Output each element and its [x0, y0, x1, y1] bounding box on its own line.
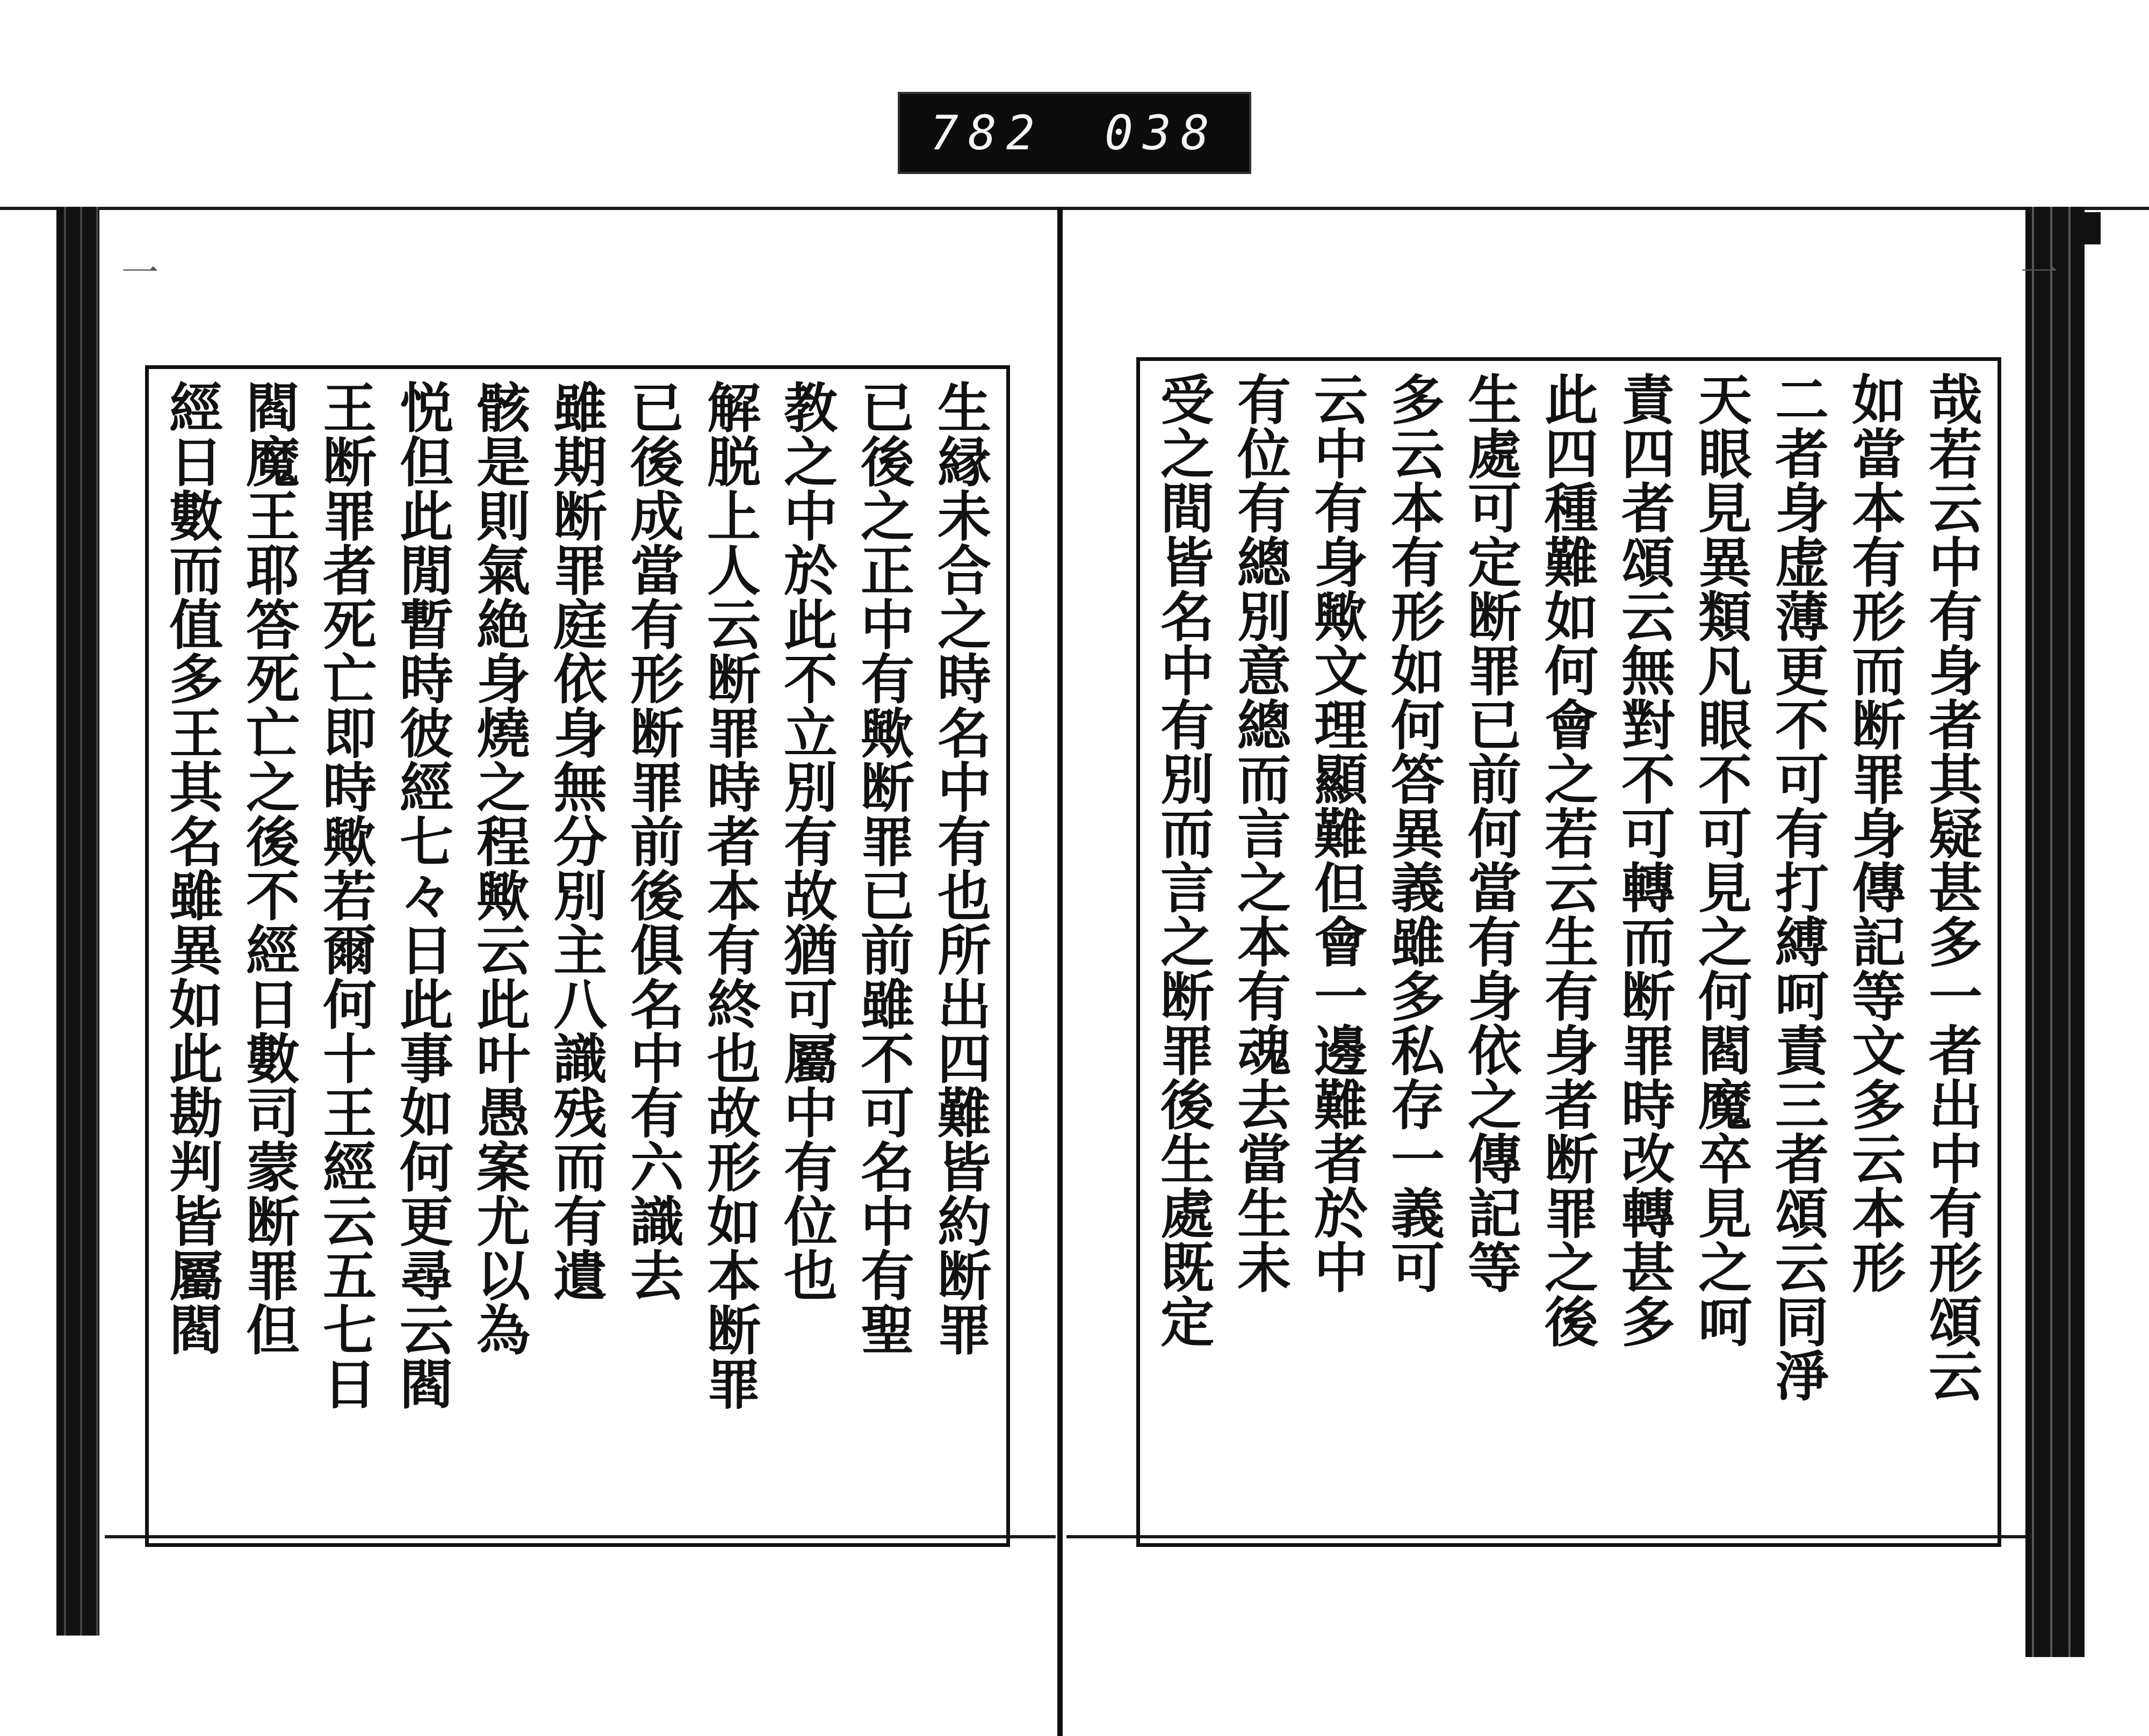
left-col-7: 骸是則氣絶身燒之程歟云此叶愚案尤以為	[467, 380, 531, 1356]
left-col-6: 雖期断罪庭依身無分別主八識残而有遺	[544, 380, 608, 1302]
left-col-10: 閻魔王耶答死亡之後不經日數司蒙断罪但	[237, 380, 300, 1356]
right-col-10: 有位有總別意總而言之本有魂去當生未	[1228, 372, 1292, 1294]
top-rule	[0, 207, 2149, 210]
right-col-9: 云中有身歟文理顯難但會一邊難者於中	[1305, 372, 1368, 1294]
right-col-4: 天眼見異類凡眼不可見之何閻魔卒見之呵	[1689, 372, 1753, 1348]
left-col-11: 經日數而值多王其名雖異如此勘判皆屬閻	[160, 380, 223, 1356]
left-col-3: 教之中於此不立別有故猶可屬中有位也	[775, 380, 838, 1302]
volume-number: 782	[930, 105, 1044, 161]
left-col-4: 解脱上人云断罪時者本有終也故形如本断罪	[698, 380, 761, 1410]
left-col-8: 悦但此閒暫時彼經七々日此事如何更尋云閻	[391, 380, 454, 1410]
left-col-1: 生縁未合之時名中有也所出四難皆約断罪	[928, 380, 992, 1356]
right-col-3: 二者身虚薄更不可有打縛呵責三者頌云同淨	[1766, 372, 1829, 1402]
left-book-edge	[56, 207, 99, 1636]
right-col-11: 受之間皆名中有別而言之断罪後生處既定	[1151, 372, 1215, 1348]
right-col-5: 責四者頌云無對不可轉而断罪時改轉甚多	[1612, 372, 1676, 1348]
right-col-1: 哉若云中有身者其疑甚多一者出中有形頌云	[1920, 372, 1983, 1402]
right-margin-mark: 一	[2014, 252, 2058, 290]
left-margin-mark: 一	[115, 252, 159, 290]
right-edge-cap	[2085, 212, 2101, 244]
right-book-edge	[2025, 207, 2085, 1657]
right-col-8: 多云本有形如何答異義雖多私存一義可	[1382, 372, 1445, 1294]
left-page-text-frame	[145, 365, 1010, 1547]
book-spine	[1057, 207, 1063, 1736]
right-col-2: 如當本有形而断罪身傳記等文多云本形	[1843, 372, 1906, 1294]
left-col-2: 已後之正中有歟断罪已前雖不可名中有聖	[852, 380, 915, 1356]
right-col-6: 此四種難如何會之若云生有身者断罪之後	[1535, 372, 1599, 1348]
right-page-text-frame	[1136, 357, 2001, 1547]
page-number: 038	[1105, 105, 1219, 161]
left-col-9: 王断罪者死亡即時歟若爾何十王經云五七日	[314, 380, 377, 1410]
left-col-5: 已後成當有形断罪前後俱名中有六識去	[621, 380, 684, 1302]
frame-label	[900, 94, 1249, 172]
right-col-7: 生處可定断罪已前何當有身依之傳記等	[1459, 372, 1522, 1294]
